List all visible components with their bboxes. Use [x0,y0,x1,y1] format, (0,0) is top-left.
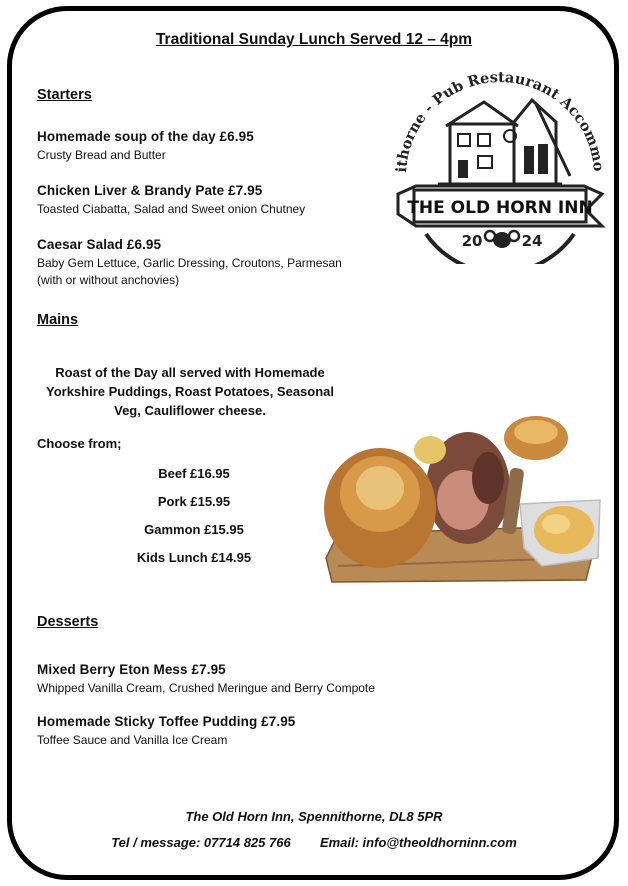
dessert-toffee-pudding-desc: Toffee Sauce and Vanilla Ice Cream [37,733,228,747]
starter-caesar-desc: Baby Gem Lettuce, Garlic Dressing, Croutons, Parmesan [37,256,342,270]
mains-option-kids: Kids Lunch £14.95 [136,550,252,565]
dessert-toffee-pudding-name: Homemade Sticky Toffee Pudding £7.95 [37,714,296,729]
mains-heading: Mains [37,312,79,328]
mains-option-pork: Pork £15.95 [157,494,231,509]
mains-choose-label: Choose from; [37,436,122,451]
starter-soup-name: Homemade soup of the day £6.95 [37,129,254,144]
starter-caesar-desc-note: (with or without anchovies) [37,273,180,287]
mains-option-gammon: Gammon £15.95 [144,522,244,537]
starter-soup-desc: Crusty Bread and Butter [37,148,166,162]
mains-intro-line-3: Veg, Cauliflower cheese. [114,403,266,418]
menu-title: Traditional Sunday Lunch Served 12 – 4pm [155,31,473,48]
starter-caesar-name: Caesar Salad £6.95 [37,237,162,252]
logo-arc-text: ithorne - Pub Restaurant Accommo [393,68,607,174]
starter-pate-name: Chicken Liver & Brandy Pate £7.95 [37,183,263,198]
desserts-heading: Desserts [37,614,99,630]
svg-text:Spennithorne - Pub Restaurant [386,64,607,173]
footer-email: Email: info@theoldhorninn.com [319,835,517,850]
logo-name: THE OLD HORN INN [407,198,593,218]
footer-contact [0,835,628,850]
dessert-eton-mess-desc: Whipped Vanilla Cream, Crushed Meringue and Berry Compote [37,681,375,695]
roast-dinner-photo [318,408,603,586]
mains-option-beef: Beef £16.95 [158,466,230,481]
logo-year-left: 20 [461,232,483,250]
starters-heading: Starters [37,87,92,103]
mains-intro-line-1: Roast of the Day all served with Homemade [55,365,325,380]
mains-intro [20,363,360,420]
starter-pate-desc: Toasted Ciabatta, Salad and Sweet onion Chutney [37,202,306,216]
old-horn-inn-logo [386,64,614,264]
footer-address: The Old Horn Inn, Spennithorne, DL8 5PR [185,809,443,824]
ram-head-icon [485,231,519,248]
logo-year-right: 24 [521,232,543,250]
footer-phone: Tel / message: 07714 825 766 [111,835,291,850]
mains-intro-line-2: Yorkshire Puddings, Roast Potatoes, Seasonal [46,384,334,399]
dessert-eton-mess-name: Mixed Berry Eton Mess £7.95 [37,662,226,677]
